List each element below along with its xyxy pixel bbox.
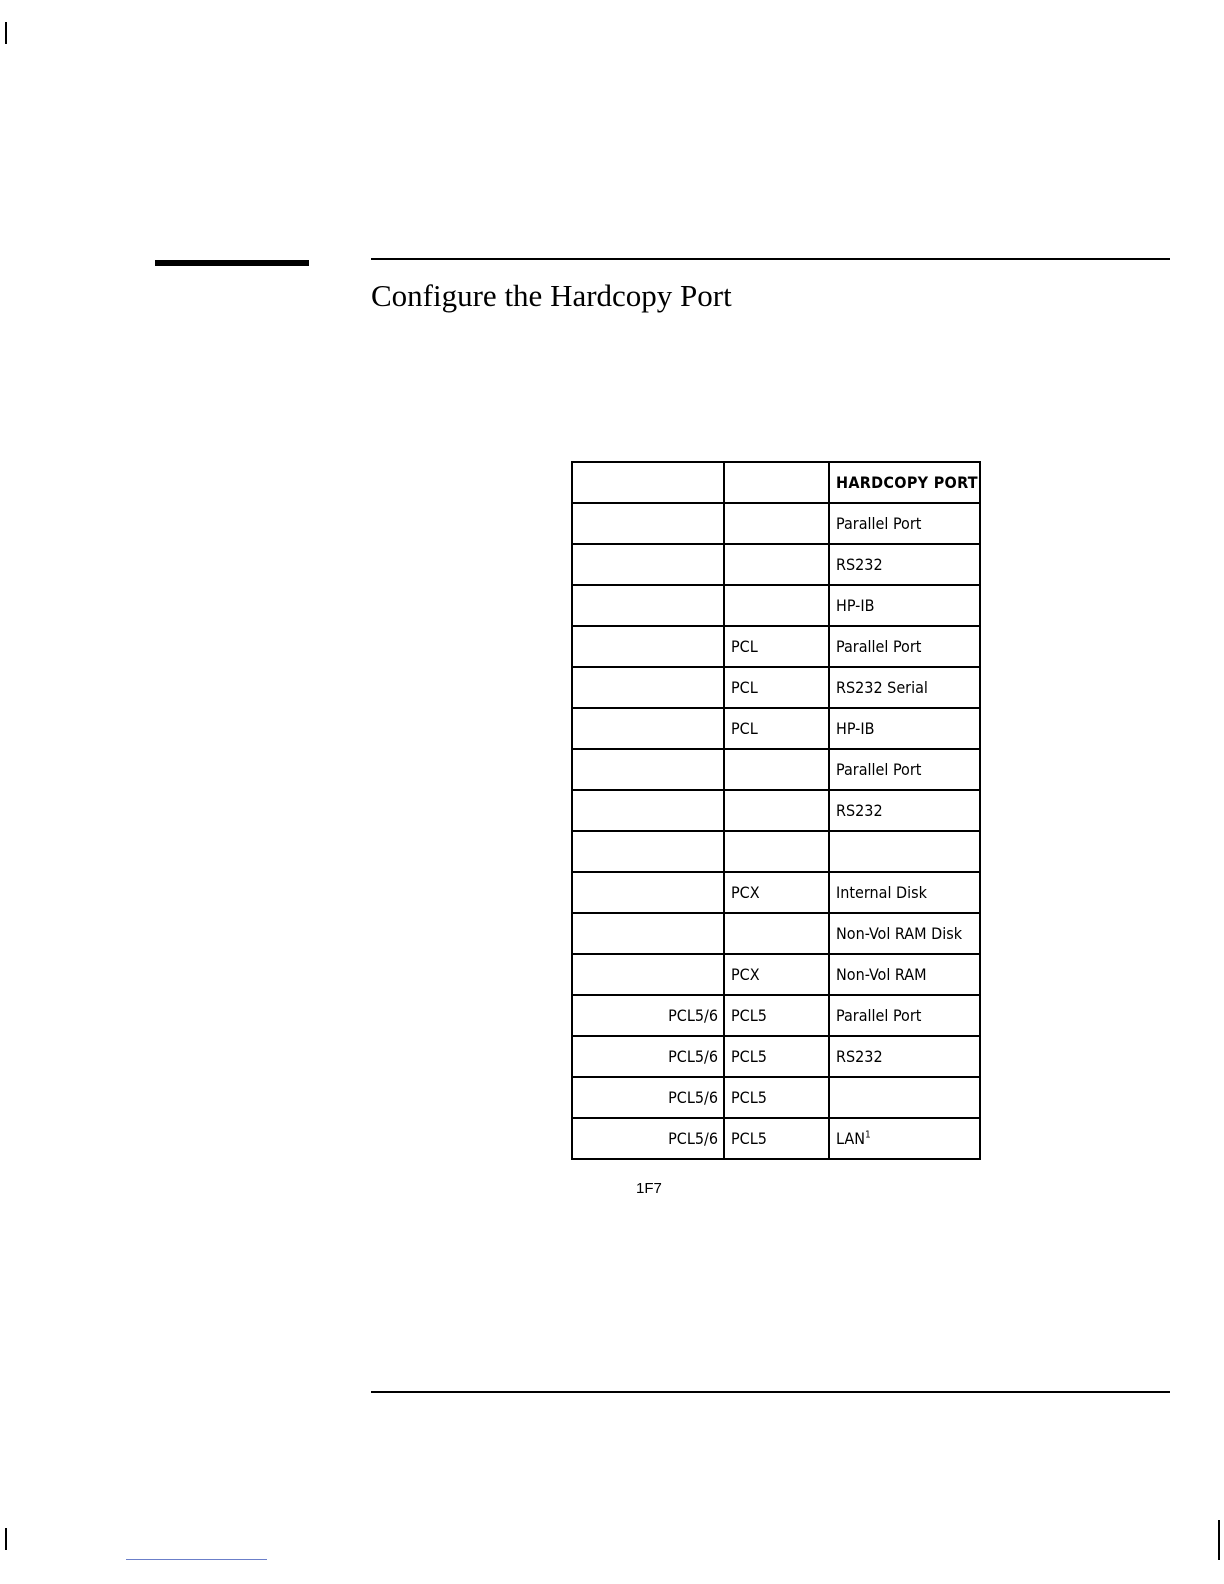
table-cell: HP-IB <box>829 708 980 749</box>
table-cell <box>829 831 980 872</box>
table-cell: PCL5 <box>724 1077 829 1118</box>
table-cell <box>572 503 724 544</box>
table-row <box>572 749 980 790</box>
table-cell: HP-IB <box>829 585 980 626</box>
table-cell: Parallel Port <box>829 995 980 1036</box>
footer-rule <box>371 1391 1170 1393</box>
table-row <box>572 1036 980 1077</box>
lan-label: LAN <box>836 1129 865 1148</box>
table-cell: PCL5 <box>724 1036 829 1077</box>
scan-edge-mark-top <box>5 22 7 44</box>
scan-edge-mark-right <box>1218 1520 1220 1560</box>
table-row <box>572 872 980 913</box>
table-row <box>572 585 980 626</box>
table-row <box>572 503 980 544</box>
table-cell <box>572 667 724 708</box>
table-cell: RS232 <box>829 1036 980 1077</box>
table-cell <box>829 1077 980 1118</box>
table-cell: PCX <box>724 872 829 913</box>
table-cell: PCL <box>724 667 829 708</box>
table-cell <box>724 790 829 831</box>
table-row <box>572 626 980 667</box>
table-cell <box>572 954 724 995</box>
page-title: Configure the Hardcopy Port <box>371 278 732 313</box>
table-cell <box>724 462 829 503</box>
footer-link-rule <box>126 1559 267 1560</box>
table-row <box>572 1118 980 1159</box>
header-rule <box>371 258 1170 260</box>
table-cell <box>572 626 724 667</box>
table-cell <box>572 585 724 626</box>
table-cell <box>724 585 829 626</box>
table-row <box>572 913 980 954</box>
table-cell: PCL5/6 <box>572 1036 724 1077</box>
table-cell: PCL5 <box>724 1118 829 1159</box>
table-row <box>572 995 980 1036</box>
table-cell <box>572 708 724 749</box>
table-row <box>572 667 980 708</box>
table-cell: Internal Disk <box>829 872 980 913</box>
table-row <box>572 831 980 872</box>
table-cell: PCL <box>724 708 829 749</box>
table-cell: Non-Vol RAM Disk <box>829 913 980 954</box>
table-cell: RS232 <box>829 544 980 585</box>
table-cell <box>724 831 829 872</box>
section-side-bar <box>155 260 309 266</box>
table-cell <box>724 749 829 790</box>
table-cell: Parallel Port <box>829 626 980 667</box>
table-cell: PCL5/6 <box>572 1077 724 1118</box>
table-cell <box>572 913 724 954</box>
table-row <box>572 544 980 585</box>
table-cell <box>724 503 829 544</box>
footnote: 1F7 <box>636 1180 662 1197</box>
table-cell: Non-Vol RAM <box>829 954 980 995</box>
table-cell <box>572 749 724 790</box>
table-cell <box>572 462 724 503</box>
table-row <box>572 708 980 749</box>
footnote-marker: 1 <box>865 1129 871 1141</box>
table-row <box>572 954 980 995</box>
table-cell <box>572 790 724 831</box>
table-cell <box>572 831 724 872</box>
scan-edge-mark-bottom <box>5 1528 7 1550</box>
table-cell <box>572 544 724 585</box>
table-cell: Parallel Port <box>829 749 980 790</box>
table-row <box>572 1077 980 1118</box>
table-cell <box>724 544 829 585</box>
table-cell <box>724 913 829 954</box>
table-row <box>572 790 980 831</box>
table-row <box>572 462 980 503</box>
hardcopy-port-table <box>571 461 981 1160</box>
table-cell: PCL5/6 <box>572 1118 724 1159</box>
table-cell: PCL <box>724 626 829 667</box>
table-cell: Parallel Port <box>829 503 980 544</box>
table-cell: PCX <box>724 954 829 995</box>
table-cell: PCL5/6 <box>572 995 724 1036</box>
table-cell: RS232 <box>829 790 980 831</box>
table-cell-lan <box>829 1118 980 1159</box>
table-cell: RS232 Serial <box>829 667 980 708</box>
table-cell: PCL5 <box>724 995 829 1036</box>
column-header-hardcopy-port: HARDCOPY PORT <box>829 462 980 503</box>
table-cell <box>572 872 724 913</box>
